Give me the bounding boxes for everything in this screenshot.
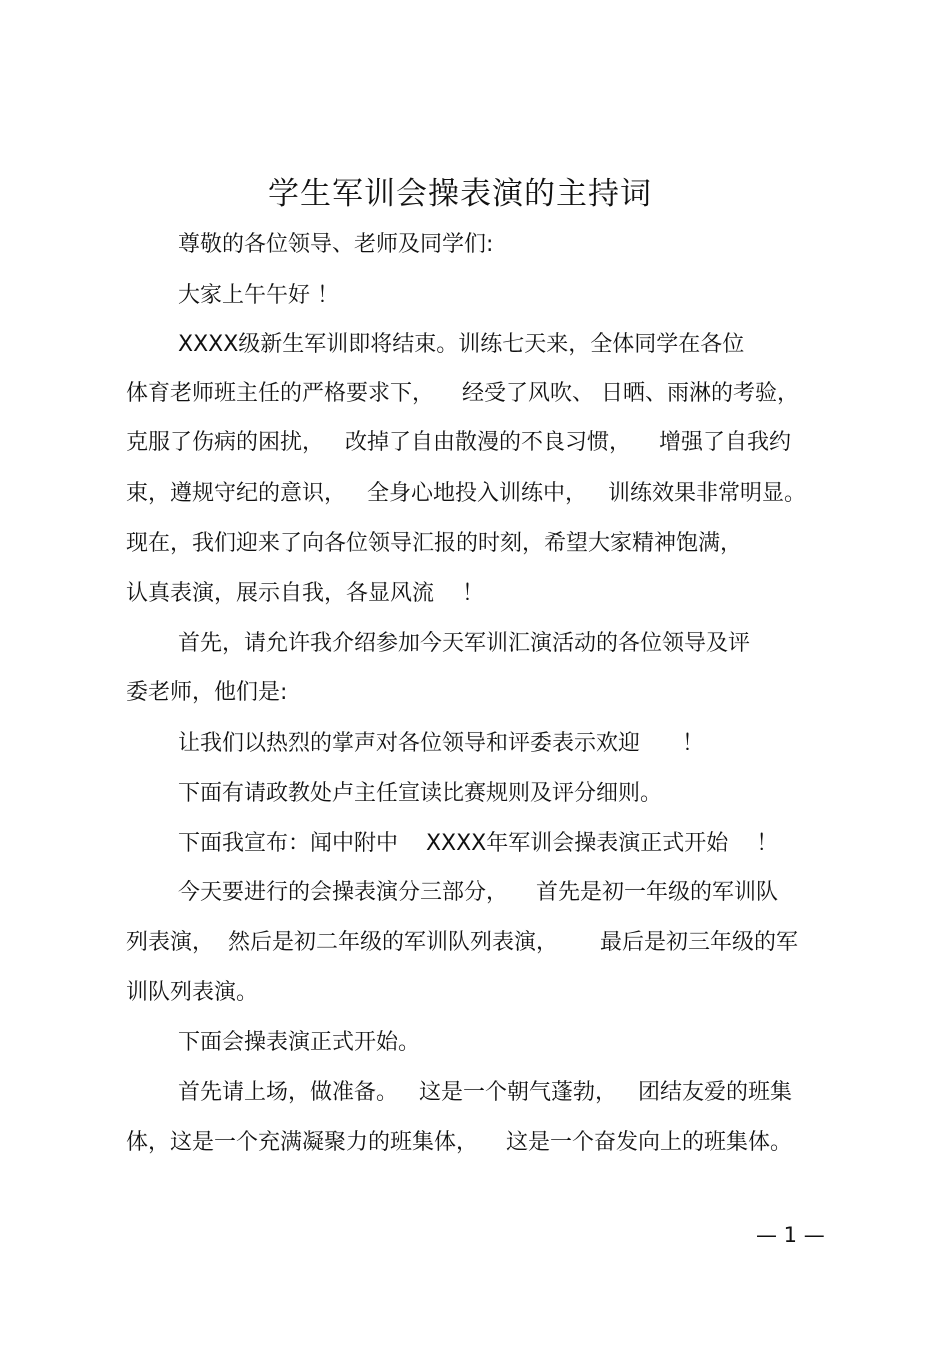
paragraph-line: 让我们以热烈的掌声对各位领导和评委表示欢迎 ！ [178, 731, 704, 756]
salutation-line: 尊敬的各位领导、老师及同学们: [178, 232, 494, 257]
paragraph-line: 列表演， 然后是初二年级的军训队列表演， 最后是初三年级的军 [126, 930, 798, 955]
paragraph-line: 现在，我们迎来了向各位领导汇报的时刻，希望大家精神饱满， [126, 531, 743, 556]
paragraph-line: 体育老师班主任的严格要求下， 经受了风吹、 日晒、雨淋的考验， [126, 381, 799, 406]
paragraph-line: 委老师，他们是: [126, 680, 288, 705]
paragraph-line: 下面会操表演正式开始。 [178, 1030, 421, 1055]
paragraph-line: 束，遵规守纪的意识， 全身心地投入训练中， 训练效果非常明显。 [126, 481, 806, 506]
paragraph-line: XXXX级新生军训即将结束。训练七天来，全体同学在各位 [178, 332, 745, 357]
page-number: — 1 — [756, 1223, 825, 1247]
greeting-line: 大家上午午好 ！ [178, 283, 339, 308]
document-title: 学生军训会操表演的主持词 [268, 176, 652, 212]
paragraph-line: 认真表演，展示自我，各显风流 ！ [126, 581, 484, 606]
paragraph-line: 下面有请政教处卢主任宣读比赛规则及评分细则。 [178, 781, 663, 806]
paragraph-line: 首先请上场，做准备。 这是一个朝气蓬勃， 团结友爱的班集 [178, 1080, 792, 1105]
paragraph-line: 体，这是一个充满凝聚力的班集体， 这是一个奋发向上的班集体。 [126, 1130, 792, 1155]
paragraph-line: 训队列表演。 [126, 980, 259, 1005]
paragraph-line: 下面我宣布：闻中附中 XXXX年军训会操表演正式开始 ！ [178, 831, 779, 856]
paragraph-line: 今天要进行的会操表演分三部分， 首先是初一年级的军训队 [178, 880, 778, 905]
paragraph-line: 克服了伤病的困扰， 改掉了自由散漫的不良习惯， 增强了自我约 [126, 430, 791, 455]
paragraph-line: 首先，请允许我介绍参加今天军训汇演活动的各位领导及评 [178, 631, 751, 656]
